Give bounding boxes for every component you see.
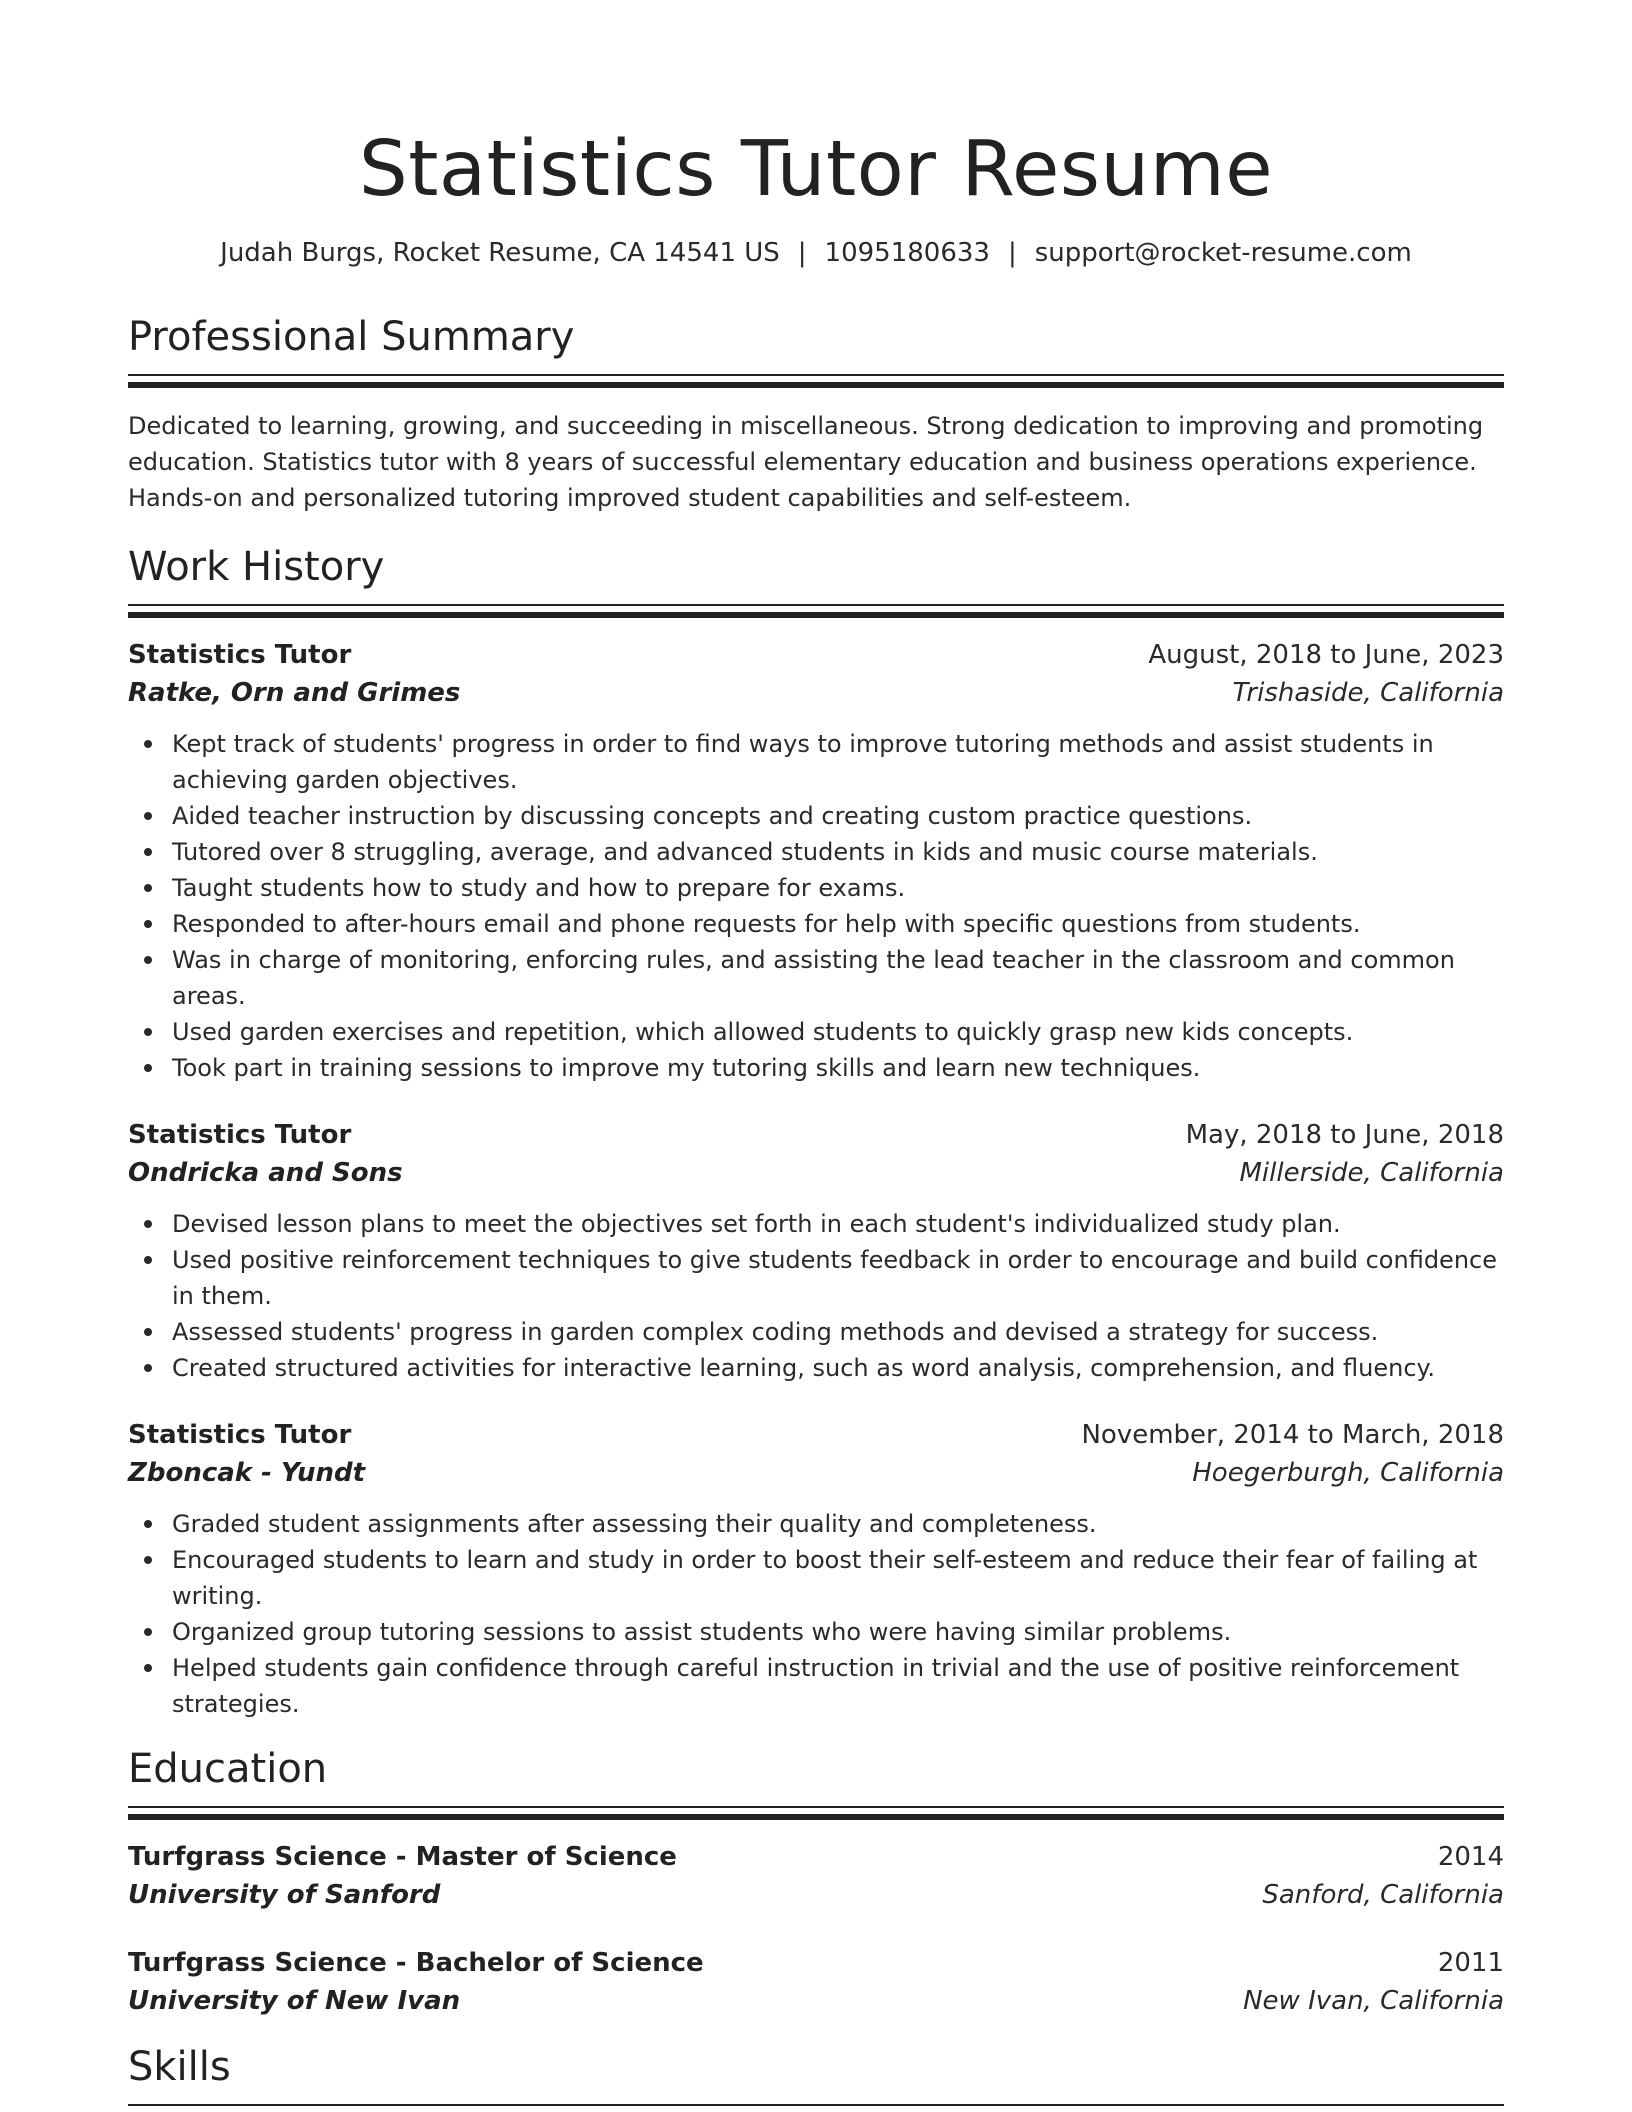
job-location: Trishaside, California (1232, 678, 1504, 708)
list-item: Graded student assignments after assessing their quality and completeness. (128, 1506, 1504, 1542)
list-item: Used positive reinforcement techniques to give students feedback in order to encourage and build confidence in them. (128, 1242, 1504, 1314)
contact-address: Judah Burgs, Rocket Resume, CA 14541 US (220, 238, 780, 268)
education-degree: Turfgrass Science - Bachelor of Science (128, 1948, 704, 1978)
education-school: University of New Ivan (128, 1986, 461, 2016)
job-entry (128, 1416, 1504, 1722)
education-entry (128, 1944, 1504, 2020)
job-location: Hoegerburgh, California (1192, 1458, 1504, 1488)
list-item: Taught students how to study and how to prepare for exams. (128, 870, 1504, 906)
page-title: Statistics Tutor Resume (358, 125, 1274, 214)
work-history-section (128, 542, 1504, 1722)
job-title: Statistics Tutor (128, 640, 352, 670)
list-item: Assessed students' progress in garden complex coding methods and devised a strategy for success. (128, 1314, 1504, 1350)
resume-page (128, 0, 1504, 2112)
list-item: Was in charge of monitoring, enforcing rules, and assisting the lead teacher in the classroom and common areas. (128, 942, 1504, 1014)
education-year: 2011 (1437, 1948, 1504, 1978)
list-item: Organized group tutoring sessions to assist students who were having similar problems. (128, 1614, 1504, 1650)
job-location: Millerside, California (1239, 1158, 1504, 1188)
education-school: University of Sanford (128, 1880, 441, 1910)
job-company: Ondricka and Sons (128, 1158, 403, 1188)
education-heading: Education (128, 1746, 328, 1792)
education-section (128, 1744, 1504, 2020)
education-year: 2014 (1437, 1842, 1504, 1872)
education-degree: Turfgrass Science - Master of Science (128, 1842, 677, 1872)
section-divider (128, 2104, 1504, 2112)
job-company: Ratke, Orn and Grimes (128, 678, 461, 708)
job-title: Statistics Tutor (128, 1120, 352, 1150)
job-bullets (128, 1506, 1504, 1722)
list-item: Kept track of students' progress in order to find ways to improve tutoring methods and assist students in achieving garden objectives. (128, 726, 1504, 798)
contact-separator: | (797, 238, 807, 268)
job-dates: May, 2018 to June, 2018 (1185, 1120, 1504, 1150)
job-bullets (128, 726, 1504, 1086)
summary-heading: Professional Summary (128, 314, 575, 360)
list-item: Tutored over 8 struggling, average, and advanced students in kids and music course materials. (128, 834, 1504, 870)
list-item: Devised lesson plans to meet the objectives set forth in each student's individualized study plan. (128, 1206, 1504, 1242)
job-entry (128, 636, 1504, 1086)
contact-separator: | (1007, 238, 1017, 268)
job-dates: August, 2018 to June, 2023 (1148, 640, 1504, 670)
skills-heading: Skills (128, 2044, 231, 2090)
education-location: Sanford, California (1262, 1880, 1504, 1910)
education-entry (128, 1838, 1504, 1914)
list-item: Took part in training sessions to improve my tutoring skills and learn new techniques. (128, 1050, 1504, 1086)
summary-text: Dedicated to learning, growing, and succeeding in miscellaneous. Strong dedication to improving and promoting education. Statistics tutor with 8 years of successful elementary education and business operations experience. Hands-on and personalized tutoring improved student capabilities and self-esteem. (128, 412, 1484, 512)
list-item: Used garden exercises and repetition, which allowed students to quickly grasp new kids concepts. (128, 1014, 1504, 1050)
list-item: Helped students gain confidence through careful instruction in trivial and the use of positive reinforcement strategies. (128, 1650, 1504, 1722)
section-divider (128, 604, 1504, 618)
contact-line (128, 236, 1504, 270)
section-divider (128, 1806, 1504, 1820)
list-item: Aided teacher instruction by discussing concepts and creating custom practice questions. (128, 798, 1504, 834)
list-item: Encouraged students to learn and study in order to boost their self-esteem and reduce their fear of failing at writing. (128, 1542, 1504, 1614)
job-dates: November, 2014 to March, 2018 (1081, 1420, 1504, 1450)
education-location: New Ivan, California (1243, 1986, 1504, 2016)
job-title: Statistics Tutor (128, 1420, 352, 1450)
work-history-heading: Work History (128, 544, 385, 590)
section-divider (128, 374, 1504, 388)
summary-section (128, 312, 1504, 516)
job-entry (128, 1116, 1504, 1386)
job-company: Zboncak - Yundt (128, 1458, 366, 1488)
contact-email: support@rocket-resume.com (1034, 238, 1412, 268)
contact-phone: 1095180633 (824, 238, 990, 268)
skills-section (128, 2042, 1504, 2112)
list-item: Created structured activities for interactive learning, such as word analysis, comprehension, and fluency. (128, 1350, 1504, 1386)
list-item: Responded to after-hours email and phone requests for help with specific questions from students. (128, 906, 1504, 942)
job-bullets (128, 1206, 1504, 1386)
